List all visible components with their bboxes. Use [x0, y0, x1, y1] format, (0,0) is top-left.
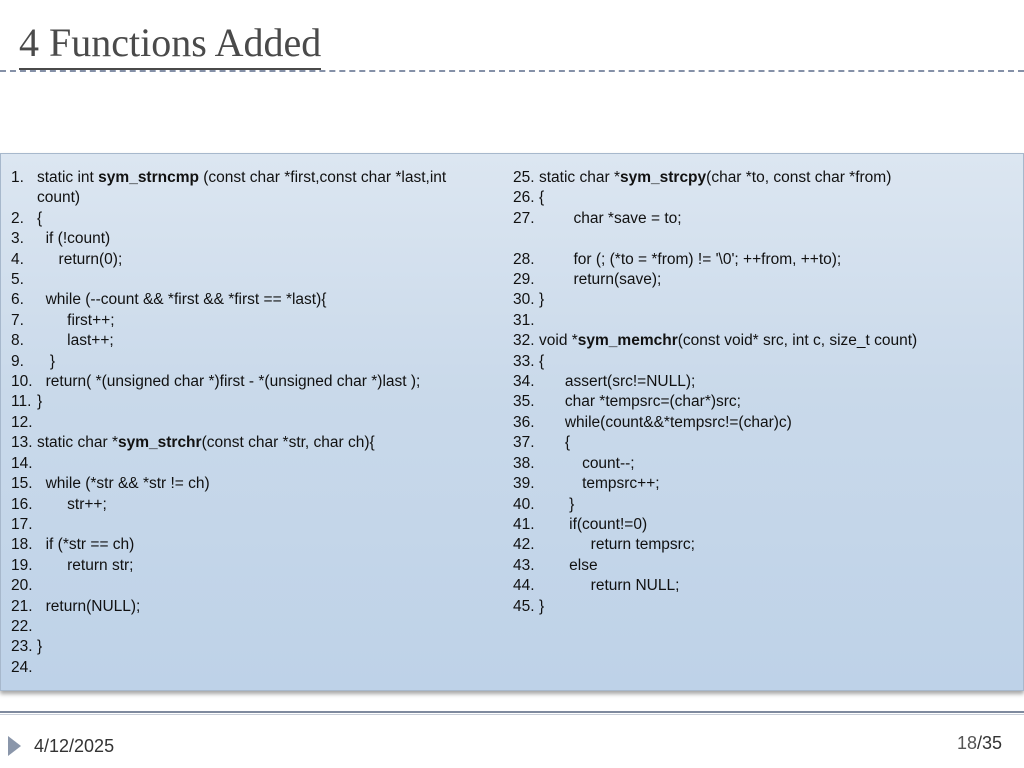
line-number: 4. [11, 250, 24, 268]
line-code [11, 392, 491, 412]
line-number: 21. [11, 597, 33, 615]
line-number: 25. [513, 169, 535, 186]
line-code [11, 311, 491, 331]
code-text: assert(src!=NULL); [539, 373, 696, 391]
code-line [11, 209, 491, 229]
line-code [513, 413, 1013, 433]
line-number: 17. [11, 515, 33, 533]
code-line [11, 331, 491, 351]
code-line [11, 392, 491, 412]
code-line [513, 392, 1013, 412]
code-line [513, 495, 1013, 515]
code-line [513, 372, 1013, 392]
code-line [513, 474, 1013, 494]
code-line [11, 637, 491, 657]
line-code [11, 413, 491, 433]
code-column-right [513, 168, 1013, 617]
code-text: for (; (*to = *from) != '\0'; ++from, ++to); [539, 250, 842, 268]
code-line [513, 597, 1013, 617]
code-text: first++; [37, 311, 115, 329]
line-code [11, 474, 491, 494]
line-code [11, 331, 491, 351]
line-number: 5. [11, 271, 24, 289]
line-code [11, 495, 491, 515]
line-code [11, 270, 491, 290]
line-code [11, 515, 491, 535]
code-text: { [539, 352, 545, 370]
line-code [11, 617, 491, 637]
code-line [11, 250, 491, 270]
slide-date: 4/12/2025 [34, 736, 115, 756]
line-number: 35. [513, 393, 535, 411]
slide-page-number [957, 733, 1002, 754]
line-code [513, 250, 1013, 270]
title-divider [0, 70, 1024, 72]
code-line [11, 168, 491, 188]
line-number: 37. [513, 434, 535, 452]
code-line [513, 290, 1013, 310]
line-code [11, 168, 491, 188]
code-text: return(0); [37, 250, 123, 268]
line-code [513, 229, 1013, 249]
line-number: 34. [513, 373, 535, 391]
code-line [11, 515, 491, 535]
footer-divider [0, 711, 1024, 713]
code-line [513, 209, 1013, 229]
line-number: 2. [11, 209, 24, 227]
line-number: 11. [11, 393, 32, 411]
code-line [11, 413, 491, 433]
code-text: str++; [37, 495, 107, 513]
line-number: 33. [513, 352, 535, 370]
code-text: return(save); [539, 271, 662, 289]
code-text: static char * [539, 169, 620, 186]
line-number: 10. [11, 373, 33, 391]
code-text: while(count&&*tempsrc!=(char)c) [539, 413, 792, 431]
line-number: 45. [513, 597, 535, 615]
code-line [11, 372, 491, 392]
code-line [513, 229, 1013, 249]
line-code [513, 515, 1013, 535]
footer-divider-light [0, 714, 1024, 715]
line-number: 30. [513, 291, 535, 309]
line-number: 9. [11, 352, 24, 370]
code-text: count) [37, 189, 81, 207]
line-number: 26. [513, 189, 535, 207]
code-text: (const char *str, char ch){ [201, 434, 375, 452]
line-code [11, 188, 491, 208]
code-line [11, 474, 491, 494]
code-line [513, 352, 1013, 372]
code-text: count--; [539, 454, 635, 472]
line-code [513, 168, 1013, 188]
line-code [513, 372, 1013, 392]
code-line [513, 188, 1013, 208]
line-number: 6. [11, 291, 24, 309]
line-number: 23. [11, 638, 33, 656]
code-text: return str; [37, 556, 134, 574]
code-text: tempsrc++; [539, 475, 660, 493]
function-name: sym_strcpy [619, 169, 707, 186]
code-text: { [539, 434, 571, 452]
line-code [11, 209, 491, 229]
line-code [11, 372, 491, 392]
line-code [513, 311, 1013, 331]
code-line [513, 413, 1013, 433]
line-number: 16. [11, 495, 33, 513]
line-number: 15. [11, 475, 33, 493]
code-text: if (*str == ch) [37, 536, 135, 554]
line-number: 31. [513, 311, 535, 329]
line-code [513, 495, 1013, 515]
line-code [513, 209, 1013, 229]
function-name: sym_strchr [117, 434, 202, 452]
line-number: 42. [513, 536, 535, 554]
code-column-left [11, 168, 491, 678]
code-line [513, 515, 1013, 535]
page-total: /35 [976, 733, 1002, 753]
code-line [513, 556, 1013, 576]
code-text: { [37, 209, 43, 227]
code-line [11, 290, 491, 310]
code-text: char *save = to; [539, 209, 682, 227]
line-number: 12. [11, 413, 33, 431]
line-code [513, 290, 1013, 310]
code-line [11, 617, 491, 637]
line-number: 28. [513, 250, 535, 268]
code-line [11, 495, 491, 515]
code-line [513, 250, 1013, 270]
function-name: sym_strncmp [98, 169, 199, 186]
code-line [513, 454, 1013, 474]
code-text: } [37, 393, 43, 411]
code-text: } [539, 495, 575, 513]
line-number: 24. [11, 658, 33, 676]
line-number: 20. [11, 577, 33, 595]
line-code [11, 658, 491, 678]
code-line [11, 311, 491, 331]
line-number: 27. [513, 209, 535, 227]
line-code [513, 535, 1013, 555]
code-text: (const char *first,const char *last,int [198, 169, 447, 186]
line-code [513, 352, 1013, 372]
line-code [513, 576, 1013, 596]
slide-title: 4 Functions Added [19, 18, 321, 70]
line-number: 22. [11, 617, 33, 635]
code-line [11, 188, 491, 208]
code-text: last++; [37, 332, 114, 350]
code-text: return(NULL); [37, 597, 141, 615]
code-line [11, 229, 491, 249]
code-text: return( *(unsigned char *)first - *(unsigned char *)last ); [37, 373, 421, 391]
line-code [11, 535, 491, 555]
line-code [11, 454, 491, 474]
code-line [11, 556, 491, 576]
line-code [11, 250, 491, 270]
line-number: 43. [513, 556, 535, 574]
code-text: } [37, 352, 56, 370]
line-code [513, 597, 1013, 617]
line-number: 44. [513, 577, 535, 595]
line-code [513, 556, 1013, 576]
code-line [513, 168, 1013, 188]
line-code [11, 290, 491, 310]
line-code [513, 454, 1013, 474]
code-line [11, 352, 491, 372]
line-code [513, 188, 1013, 208]
code-text: else [539, 556, 598, 574]
code-text: } [539, 597, 545, 615]
code-line [11, 270, 491, 290]
line-number: 18. [11, 536, 33, 554]
line-number: 41. [513, 515, 535, 533]
code-text: void * [539, 332, 578, 350]
code-line [513, 576, 1013, 596]
code-text: if (!count) [37, 230, 111, 248]
line-code [11, 433, 491, 453]
line-number: 8. [11, 332, 24, 350]
code-text: { [539, 189, 545, 207]
code-line [11, 576, 491, 596]
line-number: 3. [11, 230, 24, 248]
line-code [11, 556, 491, 576]
line-number: 39. [513, 475, 535, 493]
slide-arrow-icon [8, 736, 21, 756]
code-line [513, 535, 1013, 555]
line-number: 40. [513, 495, 535, 513]
code-text: char *tempsrc=(char*)src; [539, 393, 741, 411]
code-text: static char * [37, 434, 118, 452]
code-line [11, 433, 491, 453]
line-number: 29. [513, 271, 535, 289]
code-line [11, 454, 491, 474]
function-name: sym_memchr [577, 332, 678, 350]
code-text: (const void* src, int c, size_t count) [677, 332, 918, 350]
code-line [11, 535, 491, 555]
line-number: 38. [513, 454, 535, 472]
code-line [11, 658, 491, 678]
line-code [11, 352, 491, 372]
code-line [513, 433, 1013, 453]
line-code [11, 229, 491, 249]
line-code [11, 597, 491, 617]
line-code [513, 331, 1013, 351]
page-current: 18 [956, 733, 977, 753]
code-text: while (*str && *str != ch) [37, 475, 210, 493]
code-text: while (--count && *first && *first == *last){ [37, 291, 327, 309]
code-text: } [37, 638, 43, 656]
code-listing-box [0, 153, 1024, 691]
code-line [513, 311, 1013, 331]
line-code [513, 270, 1013, 290]
code-text: return NULL; [539, 577, 680, 595]
line-code [513, 433, 1013, 453]
code-text: } [539, 291, 545, 309]
line-number: 13. [11, 434, 33, 452]
line-number: 1. [11, 169, 24, 186]
line-number: 36. [513, 413, 535, 431]
code-text: if(count!=0) [539, 515, 648, 533]
line-code [513, 392, 1013, 412]
code-line [11, 597, 491, 617]
line-number: 14. [11, 454, 33, 472]
line-code [11, 637, 491, 657]
code-line [513, 331, 1013, 351]
line-number: 32. [513, 332, 535, 350]
code-text: (char *to, const char *from) [706, 169, 892, 186]
line-number: 7. [11, 311, 24, 329]
code-text: return tempsrc; [539, 536, 695, 554]
line-code [513, 474, 1013, 494]
line-code [11, 576, 491, 596]
code-line [513, 270, 1013, 290]
code-text: static int [37, 169, 99, 186]
line-number: 19. [11, 556, 33, 574]
